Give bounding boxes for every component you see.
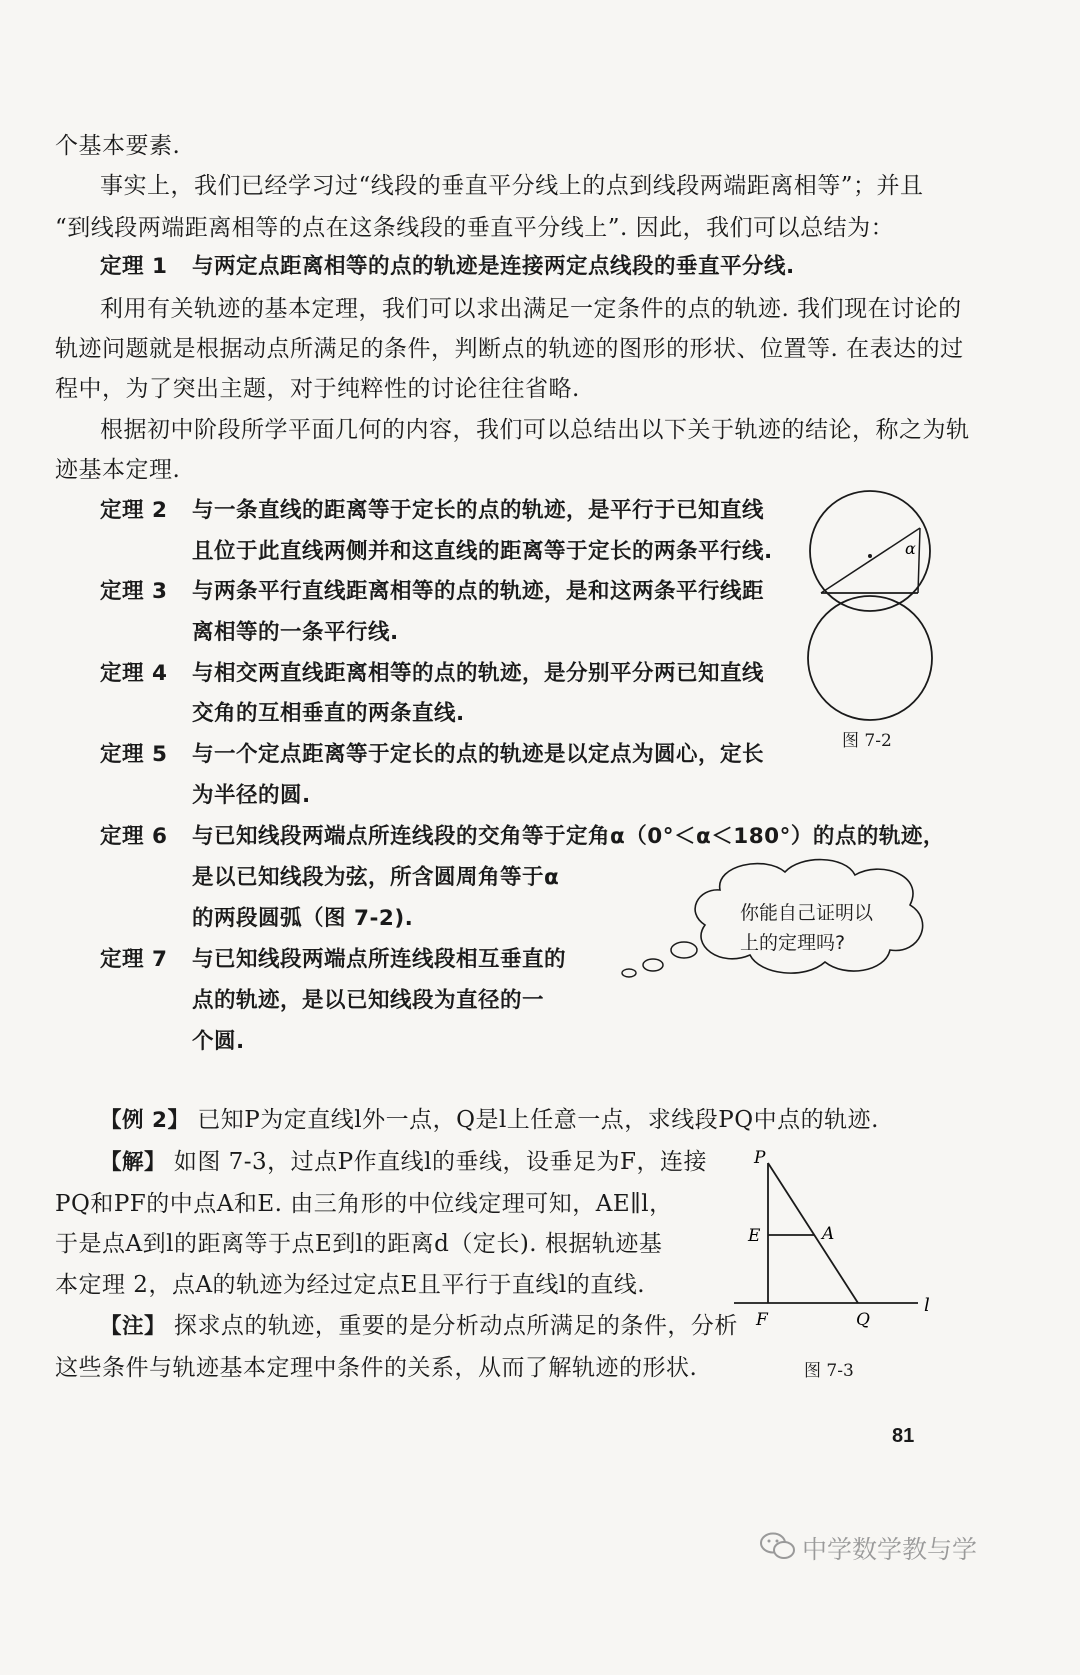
paragraph-line: 利用有关轨迹的基本定理，我们可以求出满足一定条件的点的轨迹. 我们现在讨论的 — [100, 296, 962, 322]
theorem-text: 且位于此直线两侧并和这直线的距离等于定长的两条平行线. — [192, 539, 773, 564]
bubble-text — [740, 898, 873, 958]
point-Q-label: Q — [856, 1310, 870, 1330]
theorem-text: 与一个定点距离等于定长的点的轨迹是以定点为圆心，定长 — [192, 742, 765, 767]
theorem-5 — [100, 733, 764, 777]
note-line — [100, 1304, 738, 1349]
theorem-3 — [100, 570, 764, 614]
bubble-dot — [671, 942, 697, 958]
wechat-icon — [758, 1530, 798, 1562]
example-label: 【例 2】 — [100, 1108, 190, 1133]
theorem-label: 定理 2 — [100, 498, 168, 523]
point-P-label: P — [754, 1148, 766, 1168]
theorem-text: 的两段圆弧（图 7-2). — [192, 906, 414, 931]
theorem-text: 个圆. — [192, 1029, 245, 1054]
theorem-text: 点的轨迹，是以已知线段为直径的一 — [192, 988, 545, 1013]
figure-caption: 图 7-2 — [842, 731, 892, 751]
theorem-label: 定理 5 — [100, 742, 168, 767]
theorem-text: 与相交两直线距离相等的点的轨迹，是分别平分两已知直线 — [192, 661, 765, 686]
theorem-label: 定理 6 — [100, 824, 168, 849]
solution-line: 于是点A到l的距离等于点E到l的距离d（定长). 根据轨迹基 — [55, 1231, 663, 1257]
point-E-label: E — [748, 1226, 761, 1246]
theorem-text: 与已知线段两端点所连线段相互垂直的 — [192, 947, 567, 972]
point-A-label: A — [822, 1224, 835, 1244]
theorem-text: 与已知线段两端点所连线段的交角等于定角α（0°＜α＜180°）的点的轨迹， — [192, 824, 945, 849]
paragraph-line: 事实上，我们已经学习过“线段的垂直平分线上的点到线段两端距离相等”；并且 — [100, 173, 924, 199]
example-text: 已知P为定直线l外一点，Q是l上任意一点，求线段PQ中点的轨迹. — [197, 1107, 879, 1133]
note-label: 【注】 — [100, 1314, 167, 1339]
page-number: 81 — [892, 1425, 915, 1447]
paragraph-line: “到线段两端距离相等的点在这条线段的垂直平分线上”. 因此，我们可以总结为： — [55, 215, 895, 241]
theorem-label: 定理 3 — [100, 579, 168, 604]
note-line: 这些条件与轨迹基本定理中条件的关系，从而了解轨迹的形状. — [55, 1355, 698, 1381]
bubble-line: 你能自己证明以 — [740, 902, 874, 924]
example-line — [100, 1098, 879, 1143]
bubble-line: 上的定理吗? — [740, 932, 846, 954]
bubble-dot — [622, 969, 636, 977]
paragraph-line: 根据初中阶段所学平面几何的内容，我们可以总结出以下关于轨迹的结论，称之为轨 — [100, 417, 970, 443]
bubble-dot — [643, 959, 663, 971]
solution-line — [100, 1140, 707, 1185]
theorem-text: 与两条平行直线距离相等的点的轨迹，是和这两条平行线距 — [192, 579, 765, 604]
figure-7-2 — [805, 488, 965, 728]
theorem-1 — [100, 245, 795, 289]
paragraph-line: 个基本要素. — [55, 133, 181, 159]
paragraph-line: 程中，为了突出主题，对于纯粹性的讨论往往省略. — [55, 376, 580, 402]
figure-7-3 — [730, 1145, 950, 1345]
note-text: 探求点的轨迹，重要的是分析动点所满足的条件，分析 — [173, 1313, 738, 1339]
theorem-label: 定理 7 — [100, 947, 168, 972]
theorem-4 — [100, 652, 764, 696]
point-F-label: F — [756, 1310, 768, 1330]
theorem-2 — [100, 489, 764, 533]
theorem-label: 定理 1 — [100, 254, 168, 279]
line-l-label: l — [924, 1295, 930, 1316]
theorem-text: 与两定点距离相等的点的轨迹是连接两定点线段的垂直平分线. — [192, 254, 795, 279]
solution-text: 如图 7-3，过点P作直线l的垂线，设垂足为F，连接 — [173, 1149, 707, 1175]
solution-line: 本定理 2，点A的轨迹为经过定点E且平行于直线l的直线. — [55, 1272, 646, 1298]
paragraph-line: 迹基本定理. — [55, 457, 181, 483]
theorem-text: 离相等的一条平行线. — [192, 620, 399, 645]
paragraph-line: 轨迹问题就是根据动点所满足的条件，判断点的轨迹的图形的形状、位置等. 在表达的过 — [55, 336, 964, 362]
figure-caption: 图 7-3 — [804, 1361, 854, 1381]
theorem-7 — [100, 938, 566, 982]
theorem-label: 定理 4 — [100, 661, 168, 686]
theorem-text: 为半径的圆. — [192, 783, 311, 808]
watermark: 中学数学教与学 — [802, 1535, 978, 1564]
theorem-text: 是以已知线段为弦，所含圆周角等于α — [192, 865, 560, 890]
segment-PQ — [768, 1163, 858, 1303]
theorem-text: 交角的互相垂直的两条直线. — [192, 701, 465, 726]
solution-label: 【解】 — [100, 1150, 167, 1175]
alpha-label: α — [905, 539, 916, 558]
angle-side-1 — [821, 528, 920, 593]
lower-circle — [808, 596, 932, 720]
theorem-text: 与一条直线的距离等于定长的点的轨迹，是平行于已知直线 — [192, 498, 765, 523]
solution-line: PQ和PF的中点A和E. 由三角形的中位线定理可知，AE∥l， — [55, 1191, 673, 1217]
center-dot — [868, 554, 872, 558]
